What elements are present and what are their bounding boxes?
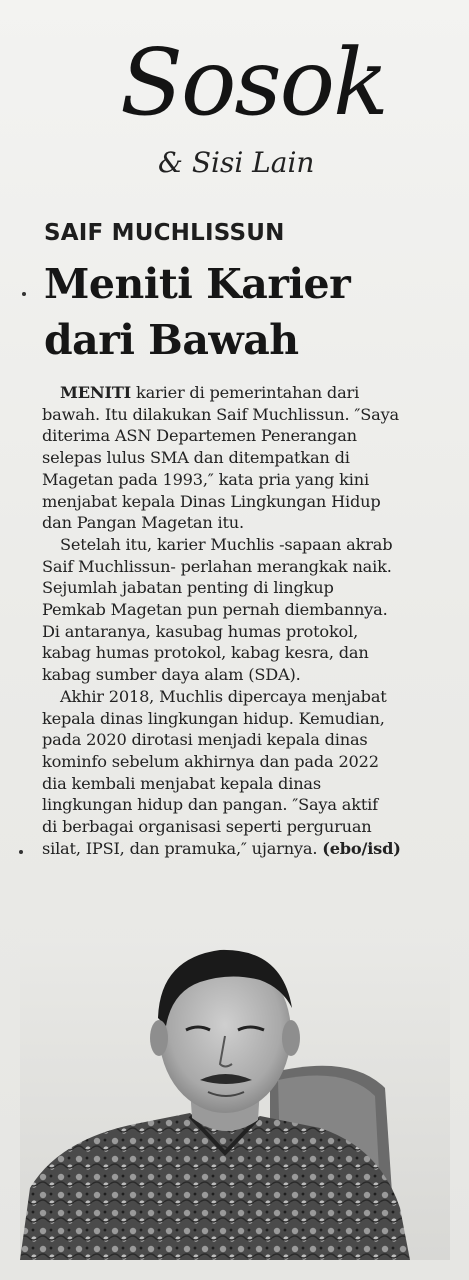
body-line: Saif Muchlissun- perlahan merangkak naik. xyxy=(42,556,392,576)
article-headline xyxy=(44,256,444,368)
body-text: karier di pemerintahan dari xyxy=(131,383,360,402)
body-line: menjabat kepala Dinas Lingkungan Hidup xyxy=(42,491,381,511)
body-line: kominfo sebelum akhirnya dan pada 2022 xyxy=(42,751,379,771)
article-body xyxy=(42,382,442,859)
body-line: kepala dinas lingkungan hidup. Kemudian, xyxy=(42,708,385,728)
body-line: Di antaranya, kasubag humas protokol, xyxy=(42,621,359,641)
body-text: silat, IPSI, dan pramuka,″ ujarnya. xyxy=(42,838,323,858)
body-line: kabag sumber daya alam (SDA). xyxy=(42,665,301,685)
print-speck xyxy=(19,850,23,854)
column-masthead xyxy=(120,28,387,188)
body-line: bawah. Itu dilakukan Saif Muchlissun. ″Saya xyxy=(42,404,399,424)
body-line: Sejumlah jabatan penting di lingkup xyxy=(42,578,334,598)
body-line: Setelah itu, karier Muchlis -sapaan akrab xyxy=(60,534,393,554)
article-kicker: SAIF MUCHLISSUN xyxy=(44,220,285,246)
masthead-subtitle: & Sisi Lain xyxy=(158,146,315,179)
body-line: pada 2020 dirotasi menjadi kepala dinas xyxy=(42,730,368,750)
print-speck xyxy=(22,292,26,296)
body-line xyxy=(42,382,442,404)
author-credit: (ebo/isd) xyxy=(322,838,401,858)
body-line: dia kembali menjabat kepala dinas xyxy=(42,773,321,793)
portrait-photo xyxy=(20,938,450,1260)
body-line: di berbagai organisasi seperti perguruan xyxy=(42,817,372,837)
body-line: diterima ASN Departemen Penerangan xyxy=(42,426,357,446)
body-line: selepas lulus SMA dan ditempatkan di xyxy=(42,448,350,468)
body-line xyxy=(42,838,442,860)
masthead-title: Sosok xyxy=(120,29,387,136)
headline-line-1: Meniti Karier xyxy=(44,260,351,308)
lead-word: MENITI xyxy=(60,383,132,402)
body-line: Akhir 2018, Muchlis dipercaya menjabat xyxy=(60,686,387,706)
body-line: kabag humas protokol, kabag kesra, dan xyxy=(42,643,369,663)
body-line: Magetan pada 1993,″ kata pria yang kini xyxy=(42,469,369,489)
headline-line-2: dari Bawah xyxy=(44,316,299,364)
body-line: Pemkab Magetan pun pernah diembannya. xyxy=(42,600,388,620)
body-line: dan Pangan Magetan itu. xyxy=(42,513,244,533)
body-line: lingkungan hidup dan pangan. ″Saya aktif xyxy=(42,795,378,815)
